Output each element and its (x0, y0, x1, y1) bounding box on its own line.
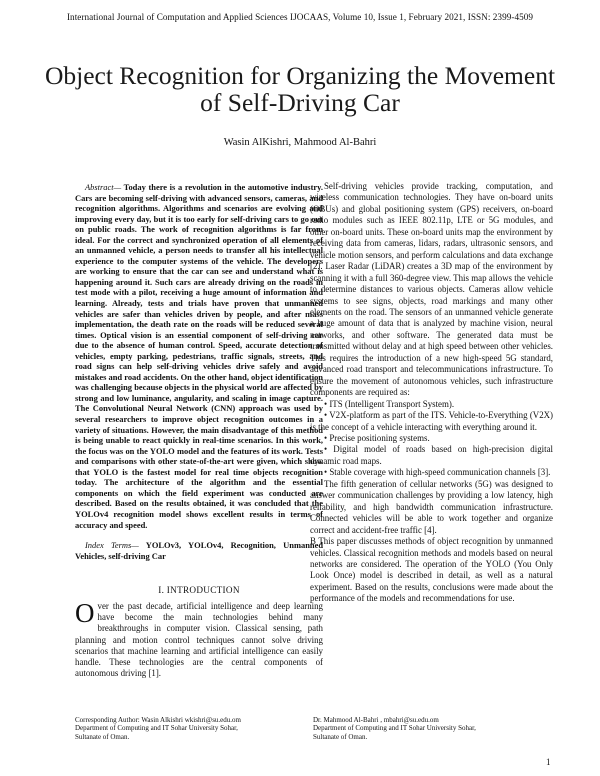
journal-header: International Journal of Computation and Applied Sciences IJOCAAS, Volume 10, Issue 1, February 2021, ISSN: 2399-4509 (66, 12, 534, 22)
abstract-label: Abstract— (85, 182, 122, 192)
footnote-line: Sultanate of Oman. (75, 732, 130, 741)
index-terms-paragraph (75, 540, 323, 561)
body-paragraph-2: The fifth generation of cellular networks (5G) was designed to answer communication challenges by providing a low latency, high reliability, and high bandwidth communication infrastructure. Connected vehicles will be able to work together and organize correct and accident-free traffic [4]. (310, 478, 553, 535)
abstract-text: Today there is a revolution in the automotive industry. Cars are becoming self-driving with advanced sensors, cameras, and recognition algorithms. Algorithms and scenarios are evolving and improving every day, but it is too early for self-driving cars to go out on public roads. The work of recognition algorithms is far from ideal. For the correct and synchronized operation of all elements of an unmanned vehicle, a person needs to transfer all his intellectual experience to the computer systems of the vehicle. The developers are working to ensure that the car can see and understand what is happening around it. Such cars are already driving on the roads in test mode with a pilot, receiving a huge amount of information and learning. Already, tests and trials have proven that unmanned vehicles are safer than vehicles driven by people, and after mass implementation, the death rate on the roads will be reduced several times. Optical vision is an essential component of self-driving car due to the absence of human control. Speed, accurate detection of vehicles, empty parking, pedestrians, traffic signals, streets, and road signs can help self-driving vehicles drive safely and avoid mistakes and road accidents. On the other hand, object identification was challenging because objects in the physical world are affected by strong and low luminance, angularity, and scaling in image capture. The Convolutional Neural Network (CNN) approach was used by several researchers to improve object recognition outcomes in a variety of situations. However, the main disadvantage of this method is being unable to react quickly in real-time scenarios. In this work, the focus was on the YOLO model and the features of its work. Tests and comparisons with other state-of-the-art were given, which show that YOLO is the fastest model for real time objects recognition today. The architecture of the algorithm and the essential components on which the field experiment was conducted are described. Based on the results obtained, it was concluded that the YOLOv4 recognition model shows excellent results in terms of accuracy and speed. (75, 182, 323, 530)
bullet-item: • Digital model of roads based on high-precision digital dynamic road maps. (310, 444, 553, 466)
bullet-item: • Stable coverage with high-speed communication channels [3]. (324, 467, 551, 478)
index-terms-label: Index Terms— (85, 540, 139, 551)
abstract-paragraph (75, 182, 323, 530)
footnote-line: Sultanate of Oman. (313, 732, 368, 741)
body-paragraph-3: B This paper discusses methods of object recognition by unmanned vehicles. Classical recognition methods and models based on neural networks are considered. The operation of the YOLO (You Only Look Once) model is described in detail, as well as a natural experiment. Based on the results, conclusions were made about the performance of the models and recommendations for use. (310, 536, 553, 604)
drop-cap: O (75, 597, 95, 628)
right-column (310, 181, 553, 605)
section-heading-introduction: I. INTRODUCTION (158, 585, 240, 596)
bullet-item: • Precise positioning systems. (324, 432, 430, 443)
page-number: 1 (546, 757, 551, 767)
footnote-corresponding-author (75, 716, 315, 741)
index-terms-text: YOLOv3, YOLOv4, Recognition, Unmanned Vehicles, self-driving Car (75, 540, 324, 561)
footnote-line: Corresponding Author: Wasin Alkishri wkishri@su.edu.om (75, 716, 241, 724)
introduction-text: ver the past decade, artificial intelligence and deep learning have become the main technologies behind many breakthroughs in computer vision. Classical sensing, path planning and motion control techniques cannot solve driving scenarios that machine learning and artificial intelligence can easily handle. These technologies are the central components of autonomous driving [1]. (75, 600, 323, 679)
left-column (75, 182, 323, 680)
footnote-coauthor (313, 716, 553, 741)
footnote-line: Department of Computing and IT Sohar University Sohar, (75, 724, 238, 733)
paper-title: Object Recognition for Organizing the Movement of Self-Driving Car (44, 61, 556, 117)
bullet-item: • ITS (Intelligent Transport System). (324, 398, 455, 409)
bullet-item: • V2X-platform as part of the ITS. Vehicle-to-Everything (V2X) is the concept of a vehicle interacting with everything around it. (310, 410, 553, 432)
footnote-line: Dr. Mahmood Al-Bahri , mbahri@su.edu.om (313, 716, 439, 724)
body-paragraph-1: Self-driving vehicles provide tracking, computation, and wireless communication technologies. They have on-board units (OBUs) and global positioning system (GPS) receivers, on-board radio modules such as IEEE 802.11p, LTE or 5G modules, and other on-board units. These on-board units map the environment by receiving data from cameras, lidars, radars, ultrasonic sensors, and vehicle motion sensors, and perform calculations and data exchange [2]. Laser Radar (LiDAR) creates a 3D map of the environment by scanning it with a full 360-degree view. This map allows the vehicle to determine distances to various objects. Cameras allow vehicle systems to see signs, objects, road markings and many other elements on the road. The sensors of an unmanned vehicle generate a huge amount of data that is analyzed by machine vision, neural networks, and other software. The generated data must be transmitted without delay and at high speed between other vehicles. This requires the introduction of a new high-speed 5G standard, advanced road transport and telecommunications infrastructure. To ensure the movement of autonomous vehicles, such infrastructure components are required as: (310, 181, 553, 398)
authors-line: Wasin AlKishri, Mahmood Al-Bahri (223, 137, 377, 148)
footnote-line: Department of Computing and IT Sohar University Sohar, (313, 724, 476, 733)
introduction-paragraph (75, 597, 323, 680)
